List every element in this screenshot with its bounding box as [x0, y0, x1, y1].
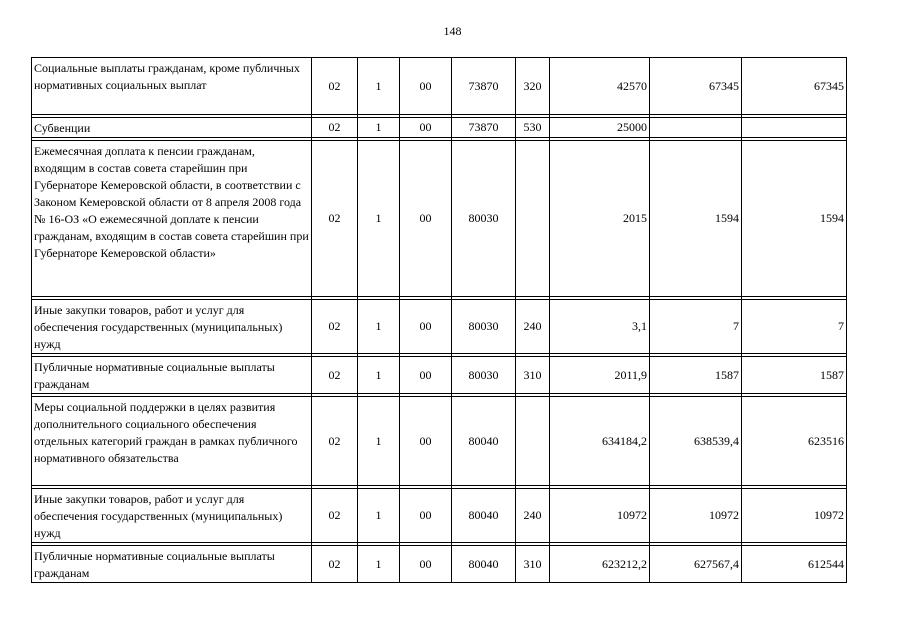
row-name: Ежемесячная доплата к пенсии гражданам, входящим в состав совета старейшин при Губернаторе Кемеровской области, в соответствии с Законом Кемеровской области от 8 апреля 2008 года № 16-ОЗ «О ежемесячной доплате к пенсии гражданам, входящим в состав совета старейшин при Губернаторе Кемеровской области»: [32, 141, 312, 297]
code-section: 02: [312, 58, 358, 115]
amount-year-3: 612544: [742, 546, 847, 583]
code-subsection: 1: [358, 489, 400, 543]
amount-year-1: 2011,9: [550, 357, 650, 394]
code-program: 00: [400, 58, 452, 115]
code-expense-type: 310: [516, 546, 550, 583]
table-row: [32, 489, 847, 543]
amount-year-1: 3,1: [550, 300, 650, 354]
table-row: [32, 118, 847, 138]
amount-year-2: 627567,4: [650, 546, 742, 583]
code-subsection: 1: [358, 118, 400, 138]
code-expense-type: 320: [516, 58, 550, 115]
amount-year-3: 67345: [742, 58, 847, 115]
row-name: Субвенции: [32, 118, 312, 138]
code-program: 00: [400, 357, 452, 394]
code-expense-type: [516, 397, 550, 486]
table-row: [32, 58, 847, 115]
amount-year-2: 638539,4: [650, 397, 742, 486]
row-name: Иные закупки товаров, работ и услуг для обеспечения государственных (муниципальных) нужд: [32, 489, 312, 543]
code-target: 73870: [452, 58, 516, 115]
row-name: Публичные нормативные социальные выплаты гражданам: [32, 546, 312, 583]
row-name: Публичные нормативные социальные выплаты гражданам: [32, 357, 312, 394]
code-expense-type: 310: [516, 357, 550, 394]
code-subsection: 1: [358, 546, 400, 583]
code-program: 00: [400, 397, 452, 486]
amount-year-1: 10972: [550, 489, 650, 543]
amount-year-1: 42570: [550, 58, 650, 115]
code-program: 00: [400, 300, 452, 354]
table-row: [32, 546, 847, 583]
amount-year-3: 10972: [742, 489, 847, 543]
amount-year-2: 1587: [650, 357, 742, 394]
amount-year-1: 634184,2: [550, 397, 650, 486]
amount-year-2: [650, 118, 742, 138]
code-expense-type: 240: [516, 489, 550, 543]
code-subsection: 1: [358, 141, 400, 297]
code-target: 80040: [452, 489, 516, 543]
code-subsection: 1: [358, 300, 400, 354]
row-name: Социальные выплаты гражданам, кроме публичных нормативных социальных выплат: [32, 58, 312, 115]
amount-year-3: 623516: [742, 397, 847, 486]
table-row: [32, 300, 847, 354]
amount-year-3: 1594: [742, 141, 847, 297]
code-section: 02: [312, 397, 358, 486]
table-row: [32, 397, 847, 486]
code-subsection: 1: [358, 357, 400, 394]
code-target: 80040: [452, 397, 516, 486]
amount-year-3: 7: [742, 300, 847, 354]
code-section: 02: [312, 546, 358, 583]
code-expense-type: [516, 141, 550, 297]
code-target: 80030: [452, 141, 516, 297]
code-expense-type: 530: [516, 118, 550, 138]
code-target: 73870: [452, 118, 516, 138]
row-name: Меры социальной поддержки в целях развития дополнительного социального обеспечения отдельных категорий граждан в рамках публичного нормативного обязательства: [32, 397, 312, 486]
amount-year-2: 67345: [650, 58, 742, 115]
amount-year-1: 623212,2: [550, 546, 650, 583]
code-section: 02: [312, 489, 358, 543]
code-target: 80030: [452, 300, 516, 354]
amount-year-2: 10972: [650, 489, 742, 543]
page-number: 148: [443, 24, 462, 38]
code-program: 00: [400, 118, 452, 138]
budget-table: [31, 57, 847, 583]
code-subsection: 1: [358, 397, 400, 486]
amount-year-2: 1594: [650, 141, 742, 297]
code-target: 80040: [452, 546, 516, 583]
code-target: 80030: [452, 357, 516, 394]
amount-year-1: 25000: [550, 118, 650, 138]
code-section: 02: [312, 357, 358, 394]
code-expense-type: 240: [516, 300, 550, 354]
amount-year-1: 2015: [550, 141, 650, 297]
amount-year-2: 7: [650, 300, 742, 354]
code-subsection: 1: [358, 58, 400, 115]
amount-year-3: 1587: [742, 357, 847, 394]
table-row: [32, 357, 847, 394]
code-section: 02: [312, 141, 358, 297]
row-name: Иные закупки товаров, работ и услуг для обеспечения государственных (муниципальных) нужд: [32, 300, 312, 354]
code-program: 00: [400, 141, 452, 297]
table-row: [32, 141, 847, 297]
code-section: 02: [312, 118, 358, 138]
amount-year-3: [742, 118, 847, 138]
code-program: 00: [400, 489, 452, 543]
code-program: 00: [400, 546, 452, 583]
code-section: 02: [312, 300, 358, 354]
